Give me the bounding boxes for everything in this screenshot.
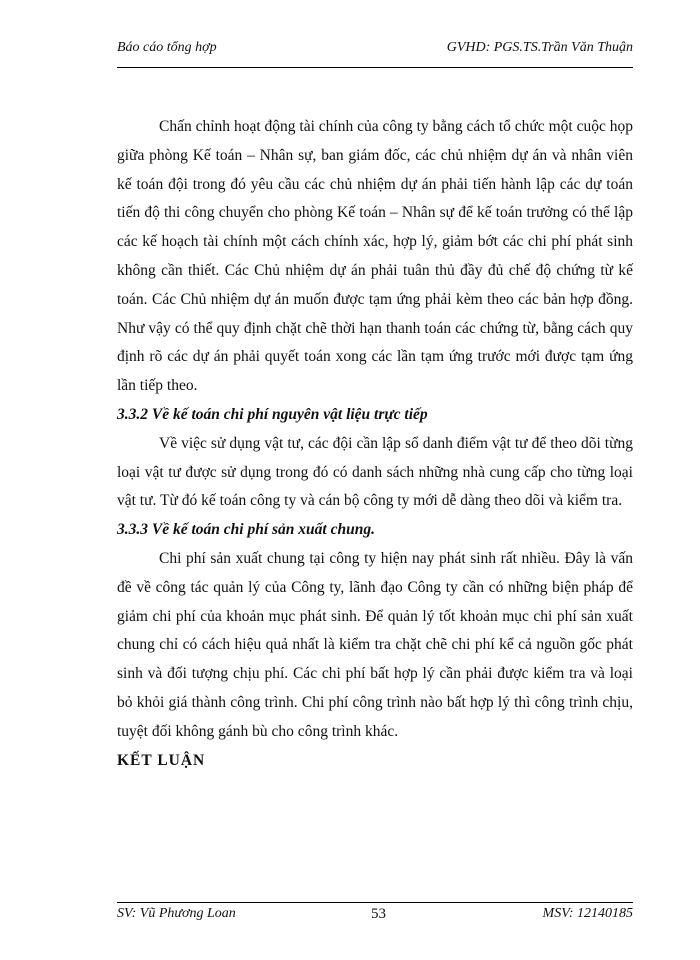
paragraph-financial-control: Chấn chỉnh hoạt động tài chính của công ty bằng cách tổ chức một cuộc họp giữa phòng Kế toán – Nhân sự, ban giám đốc, các chủ nhiệm dự án và nhân viên kế toán đội trong đó yêu cầu các chủ nhiệm dự án phải tiến hành lập các dự toán tiến độ thi công chuyển cho phòng Kế toán – Nhân sự để kế toán trưởng có thể lập các kế hoạch tài chính một cách chính xác, hợp lý, giảm bớt các chi phí phát sinh không cần thiết. Các Chủ nhiệm dự án phải tuân thủ đầy đủ chế độ chứng từ kế toán. Các Chủ nhiệm dự án muốn được tạm ứng phải kèm theo các bản hợp đồng. Như vậy có thể quy định chặt chẽ thời hạn thanh toán các chứng từ, bằng cách quy định rõ các dự án phải quyết toán xong các lần tạm ứng trước mới được tạm ứng lần tiếp theo.: [117, 118, 633, 395]
footer-divider: [117, 902, 633, 903]
header-divider: [117, 67, 633, 68]
footer-student-id: MSV: 12140185: [542, 906, 633, 921]
header-supervisor: GVHD: PGS.TS.Trần Văn Thuận: [446, 40, 633, 55]
page-footer: [117, 906, 633, 928]
page-header: [117, 40, 633, 64]
page-body: [117, 113, 633, 775]
section-heading-3-3-2: 3.3.2 Về kế toán chi phí nguyên vật liệu trực tiếp: [117, 405, 428, 423]
paragraph-materials: Về việc sử dụng vật tư, các đội cần lập sổ danh điểm vật tư để theo dõi từng loại vật tư được sử dụng trong đó có danh sách những nhà cung cấp cho từng loại vật tư. Từ đó kế toán công ty và cán bộ công ty mới dễ dàng theo dõi và kiểm tra.: [117, 434, 633, 510]
section-heading-3-3-3: 3.3.3 Về kế toán chi phí sản xuất chung.: [117, 521, 375, 539]
conclusion-title: KẾT LUẬN: [117, 751, 206, 769]
paragraph-overhead: Chi phí sản xuất chung tại công ty hiện nay phát sinh rất nhiều. Đây là vấn đề về công tác quản lý của Công ty, lãnh đạo Công ty cần có những biện pháp để giảm chi phí của khoản mục phát sinh. Để quản lý tốt khoản mục chi phí sản xuất chung chỉ có cách hiệu quả nhất là kiểm tra chặt chẽ chi phí kể cả nguồn gốc phát sinh và đối tượng chịu phí. Các chi phí bất hợp lý cần phải được kiểm tra và loại bỏ khỏi giá thành công trình. Chi phí công trình nào bất hợp lý thì công trình chịu, tuyệt đối không gánh bù cho công trình khác.: [117, 549, 633, 740]
header-report-title: Báo cáo tổng hợp: [117, 40, 217, 55]
footer-student-name: SV: Vũ Phương Loan: [117, 906, 236, 921]
page-number: 53: [371, 906, 386, 922]
